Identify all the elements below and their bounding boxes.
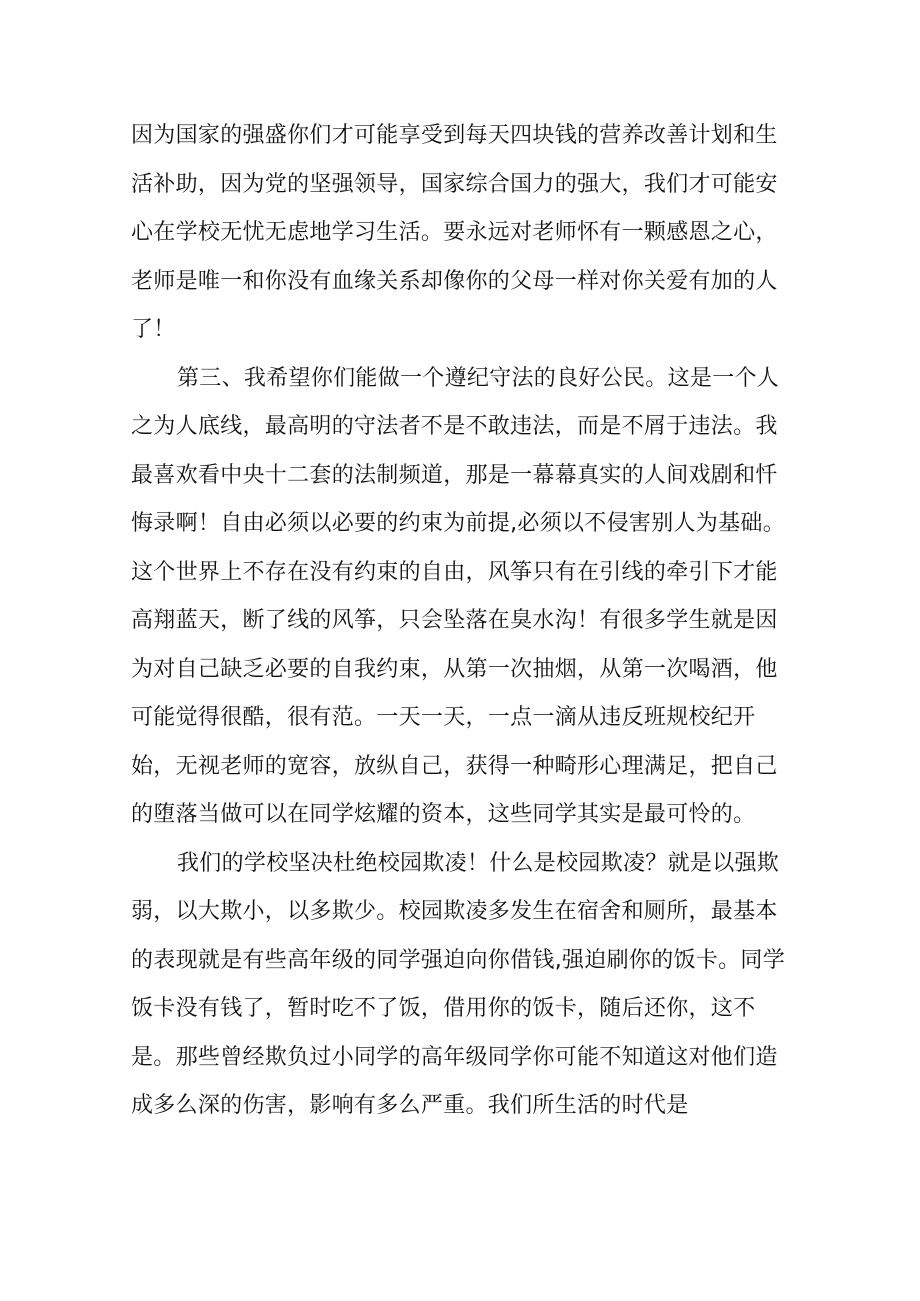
paragraph-1: 因为国家的强盛你们才可能享受到每天四块钱的营养改善计划和生活补助，因为党的坚强领导，国家综合国力的强大，我们才可能安心在学校无忧无虑地学习生活。要永远对老师怀有一颗感恩之心，老师是唯一和你没有血缘关系却像你的父母一样对你关爱有加的人了！ <box>131 123 778 342</box>
paragraph-2: 第三、我希望你们能做一个遵纪守法的良好公民。这是一个人之为人底线，最高明的守法者不是不敢违法，而是不屑于违法。我最喜欢看中央十二套的法制频道，那是一幕幕真实的人间戏剧和忏悔录啊！自由必须以必要的约束为前提,必须以不侵害别人为基础。这个世界上不存在没有约束的自由，风筝只有在引线的牵引下才能高翔蓝天，断了线的风筝，只会坠落在臭水沟！有很多学生就是因为对自己缺乏必要的自我约束，从第一次抽烟，从第一次喝酒，他可能觉得很酷，很有范。一天一天，一点一滴从违反班规校纪开始，无视老师的宽容，放纵自己，获得一种畸形心理满足，把自己的堕落当做可以在同学炫耀的资本，这些同学其实是最可怜的。 <box>131 365 785 827</box>
body-text <box>131 112 791 1131</box>
paragraph-3: 我们的学校坚决杜绝校园欺凌！什么是校园欺凌？就是以强欺弱，以大欺小，以多欺少。校园欺凌多发生在宿舍和厕所，最基本的表现就是有些高年级的同学强迫向你借钱,强迫刷你的饭卡。同学饭卡没有钱了，暂时吃不了饭，借用你的饭卡，随后还你，这不是。那些曾经欺负过小同学的高年级同学你可能不知道这对他们造成多么深的伤害，影响有多么严重。我们所生活的时代是 <box>131 850 785 1118</box>
